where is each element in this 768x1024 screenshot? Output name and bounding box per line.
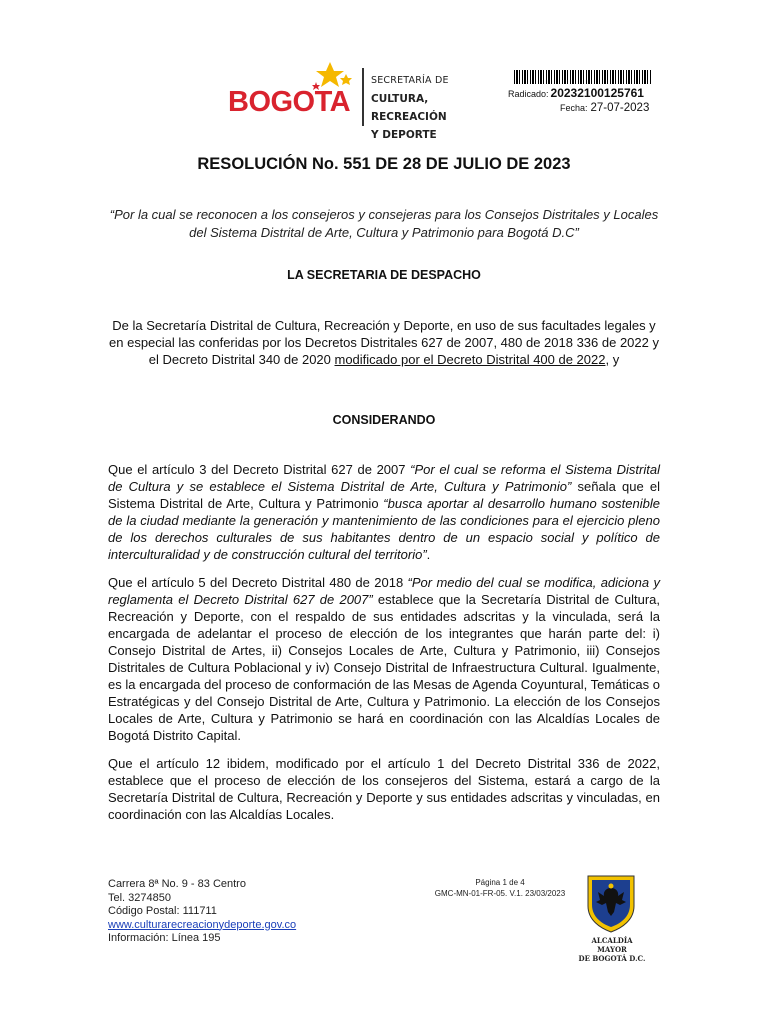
- radicado-block: [506, 70, 656, 120]
- intro-end: , y: [605, 352, 620, 367]
- footer-contact: [108, 878, 296, 946]
- secretaria-logo: [228, 60, 498, 141]
- alcaldia-line: DE BOGOTÁ D.C.: [578, 954, 646, 963]
- coat-of-arms-icon: [582, 872, 640, 934]
- p2-text: establece que la Secretaría Distrital de Cultura, Recreación y Deporte, con el respaldo de sus entidades adscritas y la vinculada, será la encargada de adelantar el proceso de elección de los integrantes que harán parte del: i) Consejo Distrital de Artes, ii) Consejos Locales de Arte, Cultura y Patrimonio, iii) Consejos Distritales de Cultura Poblacional y iv) Consejo Distrital de Infraestructura Cultural. Igualmente, es la encargada del proceso de conformación de las Mesas de Agenda Coyuntural, Temáticas o Estratégicas y del Consejo Distrital de Arte, Cultura y Patrimonio. La elección de los Consejos Locales de Arte, Cultura y Patrimonio se hará en coordinación con las Alcaldías Locales de Bogotá Distrito Capital.: [108, 592, 660, 743]
- p1-quote: “busca aportar al desarrollo humano sostenible de la ciudad mediante la generación y mantenimiento de las condiciones para el ejercicio pleno de los derechos culturales de sus habitantes dentro de un espacio social y político de interculturalidad y de construcción cultural del territorio”: [108, 496, 660, 562]
- logo-line: SECRETARÍA DE: [371, 75, 449, 86]
- alcaldia-label: [568, 936, 656, 963]
- footer-address: Carrera 8ª No. 9 - 83 Centro: [108, 878, 246, 890]
- radicado-number: 20232100125761: [550, 86, 644, 100]
- intro-text: De la Secretaría Distrital de Cultura, Recreación y Deporte, en uso de sus facultades legales y en especial las conferidas por los Decretos Distritales 627 de 2007, 480 de 2018 336 de 2022 y el Decreto Distrital 340 de 2020: [109, 318, 659, 367]
- paragraph-2: [108, 574, 660, 744]
- p1-text: .: [426, 547, 431, 562]
- footer-phone: Tel. 3274850: [108, 891, 171, 904]
- logo-line: CULTURA, RECREACIÓN: [371, 93, 447, 123]
- logo-divider: [362, 68, 364, 126]
- paragraph-1: [108, 461, 660, 563]
- document-title: RESOLUCIÓN No. 551 DE 28 DE JULIO DE 2023: [197, 155, 571, 173]
- logo-word: BOGOTA: [228, 86, 351, 118]
- document-code: GMC-MN-01-FR-05. V.1. 23/03/2023: [434, 889, 566, 898]
- logo-lines: [371, 72, 498, 144]
- fecha-label: Fecha:: [560, 103, 588, 113]
- logo-line: Y DEPORTE: [371, 129, 437, 141]
- considerando-heading: CONSIDERANDO: [332, 413, 436, 427]
- p1-text: Que el artículo 3 del Decreto Distrital 627 de 2007: [108, 462, 411, 477]
- alcaldia-line: MAYOR: [597, 945, 627, 954]
- radicado-label: Radicado:: [508, 89, 549, 99]
- paragraph-3: Que el artículo 12 ibidem, modificado por el artículo 1 del Decreto Distrital 336 de 2022, establece que el proceso de elección de los consejeros del Sistema, estará a cargo de la Secretaría Distrital de Cultura, Recreación y Deporte y sus entidades adscritas y vinculadas, en coordinación con las Alcaldías Locales.: [108, 756, 660, 822]
- authority-heading: LA SECRETARIA DE DESPACHO: [287, 268, 481, 282]
- p2-quote: “Por medio del cual se modifica, adiciona y reglamenta el Decreto Distrital 627 de 2007”: [108, 575, 660, 607]
- barcode-icon: [514, 70, 652, 84]
- p2-text: Que el artículo 5 del Decreto Distrital 480 de 2018: [108, 575, 408, 590]
- fecha-row: [560, 102, 649, 114]
- p1-quote: “Por el cual se reforma el Sistema Distrital de Cultura y se establece el Sistema Distrital de Arte, Cultura y Patrimonio”: [108, 462, 660, 494]
- fecha-value: 27-07-2023: [590, 102, 650, 114]
- p1-text: señala que el Sistema Distrital de Arte, Cultura y Patrimonio: [108, 479, 660, 511]
- footer-page-info: [420, 877, 580, 899]
- alcaldia-line: ALCALDÍA: [591, 936, 633, 945]
- intro-underlined: modificado por el Decreto Distrital 400 de 2022: [334, 352, 606, 367]
- intro-paragraph: [108, 317, 660, 368]
- footer-info: Información: Línea 195: [108, 932, 221, 944]
- footer-website-link[interactable]: www.culturarecreacionydeporte.gov.co: [108, 918, 297, 931]
- footer-postal: Código Postal: 111711: [108, 905, 217, 917]
- document-subtitle: “Por la cual se reconocen a los consejeros y consejeras para los Consejos Distritales y Locales del Sistema Distrital de Arte, Cultura y Patrimonio para Bogotá D.C”: [109, 207, 659, 240]
- radicado-row: [508, 86, 644, 100]
- page-number: Página 1 de 4: [475, 878, 525, 887]
